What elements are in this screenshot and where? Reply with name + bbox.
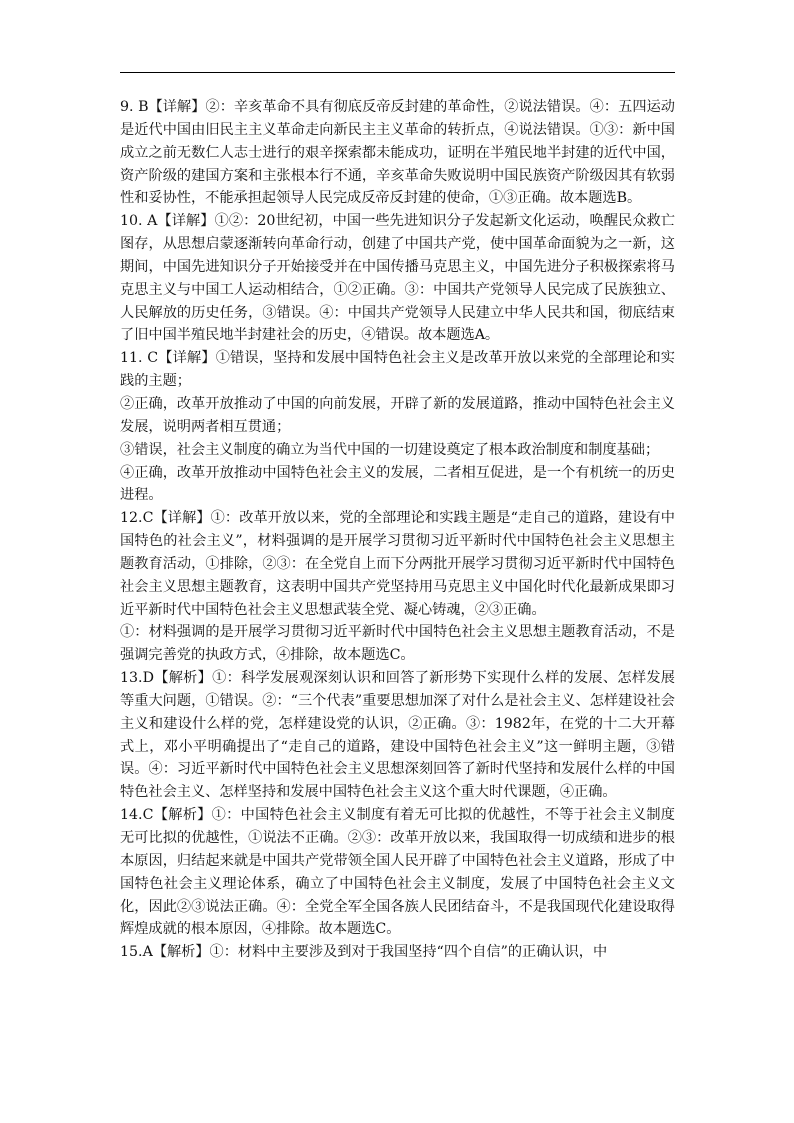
header-rule — [120, 72, 675, 73]
paragraph-q11: 11. C【详解】①错误，坚持和发展中国特色社会主义是改革开放以来党的全部理论和实践的主题； — [120, 350, 675, 390]
paragraph-q14: 14.C【解析】①：中国特色社会主义制度有着无可比拟的优越性，不等于社会主义制度无可比拟的优越性，①说法不正确。②③：改革开放以来，我国取得一切成绩和进步的根本原因，归结起来就是中国共产党带领全国人民开辟了中国特色社会主义道路，形成了中国特色社会主义理论体系，确立了中国特色社会主义制度，发展了中国特色社会主义文化，因此②③说法正确。④：全党全军全国各族人民团结奋斗，不是我国现代化建设取得辉煌成就的根本原因，④排除。故本题选C。 — [120, 807, 675, 938]
paragraph-q12: 12.C【详解】①：改革开放以来，党的全部理论和实践主题是“走自己的道路，建设有中国特色的社会主义”，材料强调的是开展学习贯彻习近平新时代中国特色社会主义思想主题教育活动，①排除，②③：在全党自上而下分两批开展学习贯彻习近平新时代中国特色社会主义思想主题教育，这表明中国共产党坚持用马克思主义中国化时代化最新成果即习近平新时代中国特色社会主义思想武装全党、凝心铸魂，②③正确。 — [120, 510, 675, 618]
paragraph-q11-point3: ③错误，社会主义制度的确立为当代中国的一切建设奠定了根本政治制度和制度基础； — [120, 441, 660, 458]
paragraph-q13: 13.D【解析】①：科学发展观深刻认识和回答了新形势下实现什么样的发展、怎样发展等重大问题，①错误。②：“三个代表”重要思想加深了对什么是社会主义、怎样建设社会主义和建设什么样的党，怎样建设党的认识，②正确。③：1982年，在党的十二大开幕式上，邓小平明确提出了“走自己的道路，建设中国特色社会主义”这一鲜明主题，③错误。④：习近平新时代中国特色社会主义思想深刻回答了新时代坚持和发展什么样的中国特色社会主义、怎样坚持和发展中国特色社会主义这个重大时代课题，④正确。 — [120, 670, 675, 801]
answer-explanations — [120, 96, 675, 964]
paragraph-q9: 9. B【详解】②：辛亥革命不具有彻底反帝反封建的革命性，②说法错误。④：五四运动是近代中国由旧民主主义革命走向新民主主义革命的转折点，④说法错误。①③：新中国成立之前无数仁人志士进行的艰辛探索都未能成功，证明在半殖民地半封建的近代中国，资产阶级的建国方案和主张根本行不通，辛亥革命失败说明中国民族资产阶级因其有软弱性和妥协性，不能承担起领导人民完成反帝反封建的使命，①③正确。故本题选B。 — [120, 99, 675, 207]
paragraph-q12-continued: ①：材料强调的是开展学习贯彻习近平新时代中国特色社会主义思想主题教育活动，不是强调完善党的执政方式，④排除，故本题选C。 — [120, 624, 675, 664]
paragraph-q15: 15.A【解析】①：材料中主要涉及到对于我国坚持“四个自信”的正确认识，中 — [120, 944, 608, 961]
paragraph-q11-point4: ④正确，改革开放推动中国特色社会主义的发展，二者相互促进，是一个有机统一的历史进程。 — [120, 464, 675, 504]
paragraph-q10: 10. A【详解】①②：20世纪初，中国一些先进知识分子发起新文化运动，唤醒民众救亡图存，从思想启蒙逐渐转向革命行动，创建了中国共产党，使中国革命面貌为之一新，这期间，中国先进知识分子开始接受并在中国传播马克思主义，中国先进分子积极探索将马克思主义与中国工人运动相结合，①②正确。③：中国共产党领导人民完成了民族独立、人民解放的历史任务，③错误。④：中国共产党领导人民建立中华人民共和国，彻底结束了旧中国半殖民地半封建社会的历史，④错误。故本题选A。 — [120, 213, 675, 344]
paragraph-q11-point2: ②正确，改革开放推动了中国的向前发展，开辟了新的发展道路，推动中国特色社会主义发展，说明两者相互贯通； — [120, 395, 675, 435]
